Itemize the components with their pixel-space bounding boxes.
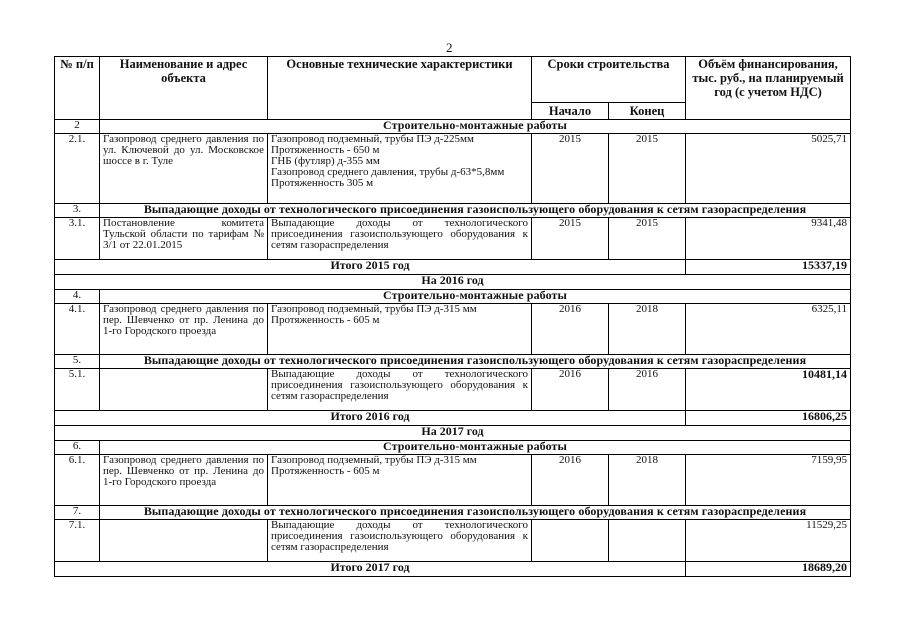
object-name <box>100 520 268 562</box>
header-end: Конец <box>609 103 686 120</box>
section-num: 6. <box>55 441 100 455</box>
tech-specs: Выпадающие доходы от технологического присоединения газоиспользующего оборудования к сетям газораспределения <box>268 520 532 562</box>
total-amount: 18689,20 <box>686 562 851 577</box>
section-title: Строительно-монтажные работы <box>100 290 851 304</box>
tech-line: Газопровод среднего давления, трубы д-63*5,8мм <box>271 166 505 178</box>
header-start: Начало <box>532 103 609 120</box>
total-amount: 16806,25 <box>686 411 851 426</box>
start-year: 2016 <box>532 304 609 355</box>
section-row <box>55 355 851 369</box>
year-heading: На 2016 год <box>55 275 851 290</box>
end-year: 2018 <box>609 455 686 506</box>
object-name: Газопровод среднего давления по пер. Шевченко от пр. Ленина до 1-го Городского проезда <box>100 304 268 355</box>
total-row <box>55 562 851 577</box>
end-year: 2015 <box>609 218 686 260</box>
row-num: 4.1. <box>55 304 100 355</box>
section-num: 4. <box>55 290 100 304</box>
table-row <box>55 304 851 355</box>
section-num: 5. <box>55 355 100 369</box>
tech-specs <box>268 455 532 506</box>
object-name: Газопровод среднего давления по ул. Ключевой до ул. Московское шоссе в г. Туле <box>100 134 268 204</box>
start-year <box>532 520 609 562</box>
table-row <box>55 369 851 411</box>
table-row <box>55 218 851 260</box>
total-label: Итого 2016 год <box>55 411 686 426</box>
amount: 10481,14 <box>686 369 851 411</box>
header-finance: Объём финансирования, тыс. руб., на планируемый год (с учетом НДС) <box>686 57 851 120</box>
header-tech: Основные технические характеристики <box>268 57 532 120</box>
tech-line: Газопровод подземный, трубы ПЭ д-315 мм <box>271 303 477 315</box>
section-num: 2 <box>55 120 100 134</box>
end-year: 2016 <box>609 369 686 411</box>
tech-specs: Выпадающие доходы от технологического присоединения газоиспользующего оборудования к сетям газораспределения <box>268 218 532 260</box>
section-title: Строительно-монтажные работы <box>100 441 851 455</box>
end-year: 2015 <box>609 134 686 204</box>
start-year: 2016 <box>532 455 609 506</box>
tech-line: Протяженность - 605 м <box>271 465 380 477</box>
section-row <box>55 290 851 304</box>
header-num: № п/п <box>55 57 100 120</box>
construction-schedule-table <box>54 56 851 577</box>
total-amount: 15337,19 <box>686 260 851 275</box>
section-row <box>55 506 851 520</box>
tech-specs <box>268 134 532 204</box>
total-label: Итого 2015 год <box>55 260 686 275</box>
amount: 7159,95 <box>686 455 851 506</box>
section-title: Выпадающие доходы от технологического присоединения газоиспользующего оборудования к сетям газораспределения <box>100 204 851 218</box>
tech-specs <box>268 304 532 355</box>
tech-specs: Выпадающие доходы от технологического присоединения газоиспользующего оборудования к сетям газораспределения <box>268 369 532 411</box>
start-year: 2015 <box>532 134 609 204</box>
tech-line: Протяженность 305 м <box>271 177 374 189</box>
section-title: Выпадающие доходы от технологического присоединения газоиспользующего оборудования к сетям газораспределения <box>100 355 851 369</box>
table-row <box>55 520 851 562</box>
tech-line: Протяженность - 650 м <box>271 144 380 156</box>
section-num: 7. <box>55 506 100 520</box>
total-label: Итого 2017 год <box>55 562 686 577</box>
amount: 9341,48 <box>686 218 851 260</box>
section-row <box>55 120 851 134</box>
amount: 11529,25 <box>686 520 851 562</box>
tech-line: Газопровод подземный, трубы ПЭ д-225мм <box>271 133 474 145</box>
amount: 5025,71 <box>686 134 851 204</box>
object-name: Постановление комитета Тульской области по тарифам № 3/1 от 22.01.2015 <box>100 218 268 260</box>
amount: 6325,11 <box>686 304 851 355</box>
header-row <box>55 57 851 103</box>
tech-line: ГНБ (футляр) д-355 мм <box>271 155 380 167</box>
end-year <box>609 520 686 562</box>
row-num: 5.1. <box>55 369 100 411</box>
row-num: 2.1. <box>55 134 100 204</box>
row-num: 3.1. <box>55 218 100 260</box>
row-num: 7.1. <box>55 520 100 562</box>
table-row <box>55 134 851 204</box>
header-terms: Сроки строительства <box>532 57 686 103</box>
section-row <box>55 441 851 455</box>
section-title: Строительно-монтажные работы <box>100 120 851 134</box>
table-row <box>55 455 851 506</box>
tech-line: Протяженность - 605 м <box>271 314 380 326</box>
page-number: 2 <box>446 40 453 55</box>
section-num: 3. <box>55 204 100 218</box>
section-row <box>55 204 851 218</box>
row-num: 6.1. <box>55 455 100 506</box>
section-title: Выпадающие доходы от технологического присоединения газоиспользующего оборудования к сетям газораспределения <box>100 506 851 520</box>
year-heading: На 2017 год <box>55 426 851 441</box>
object-name: Газопровод среднего давления по пер. Шевченко от пр. Ленина до 1-го Городского проезда <box>100 455 268 506</box>
start-year: 2015 <box>532 218 609 260</box>
start-year: 2016 <box>532 369 609 411</box>
end-year: 2018 <box>609 304 686 355</box>
tech-line: Газопровод подземный, трубы ПЭ д-315 мм <box>271 454 477 466</box>
header-name: Наименование и адрес объекта <box>100 57 268 120</box>
object-name <box>100 369 268 411</box>
